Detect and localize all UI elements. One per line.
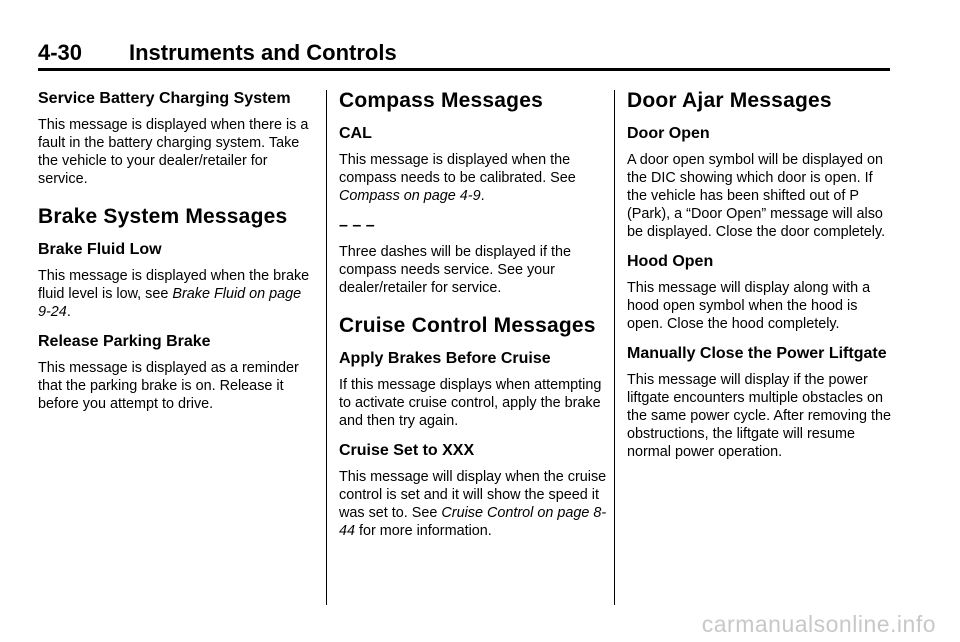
parking-brake-heading: Release Parking Brake [38,333,211,350]
page-number: 4-30 [38,40,83,65]
watermark: carmanualsonline.info [701,611,936,637]
liftgate-heading: Manually Close the Power Liftgate [627,345,887,362]
cal-body: This message is displayed when the compass needs to be calibrated. See [339,152,576,186]
column-1 [38,88,316,413]
hood-open-heading: Hood Open [627,253,714,270]
compass-heading: Compass Messages [339,89,543,112]
cruise-control-reference[interactable]: Cruise Control on page 8-44 [339,505,607,539]
parking-brake-text: This message is displayed as a reminder that the parking brake is on. Release it before you attempt to drive. [38,360,299,412]
door-ajar-heading: Door Ajar Messages [627,89,832,112]
column-divider [326,90,327,605]
cruise-set-body: This message will display when the cruise control is set and it will show the speed it was set to. See [339,469,607,521]
brake-fluid-body: This message is displayed when the brake fluid level is low, see [38,268,310,302]
section-title: Instruments and Controls [129,40,397,65]
door-open-heading: Door Open [627,125,710,142]
liftgate-text: This message will display if the power liftgate encounters multiple obstacles on the same power cycle. After removing the obstructions, the liftgate will resume normal power operation. [627,372,891,460]
brake-fluid-heading: Brake Fluid Low [38,241,162,258]
cruise-heading: Cruise Control Messages [339,314,596,337]
brake-fluid-end: . [66,304,71,320]
service-battery-text: This message is displayed when there is a fault in the battery charging system. Take the vehicle to your dealer/retailer for service. [38,117,309,187]
cal-text [339,151,609,205]
dashes-heading: – – – [339,217,375,234]
column-divider [614,90,615,605]
cal-end: . [480,188,485,204]
cruise-set-heading: Cruise Set to XXX [339,442,475,459]
column-2 [339,88,609,540]
cruise-set-text [339,468,609,540]
column-3 [627,88,891,461]
brake-system-heading: Brake System Messages [38,205,288,228]
brake-fluid-reference[interactable]: Brake Fluid on page 9-24 [38,286,302,320]
apply-brakes-text: If this message displays when attempting to activate cruise control, apply the brake and then try again. [339,377,602,429]
hood-open-text: This message will display along with a hood open symbol when the hood is open. Close the hood completely. [627,280,871,332]
compass-reference[interactable]: Compass on page 4-9 [339,188,481,204]
service-battery-heading: Service Battery Charging System [38,90,291,107]
brake-fluid-text [38,267,316,321]
cruise-set-end: for more information. [355,523,492,539]
dashes-text: Three dashes will be displayed if the compass needs service. See your dealer/retailer for service. [339,244,571,296]
apply-brakes-heading: Apply Brakes Before Cruise [339,350,551,367]
page-header [38,38,890,71]
door-open-text: A door open symbol will be displayed on the DIC showing which door is open. If the vehicle has been shifted out of P (Park), a “Door Open” message will also be displayed. Close the door completely. [627,152,886,240]
cal-heading: CAL [339,125,372,142]
